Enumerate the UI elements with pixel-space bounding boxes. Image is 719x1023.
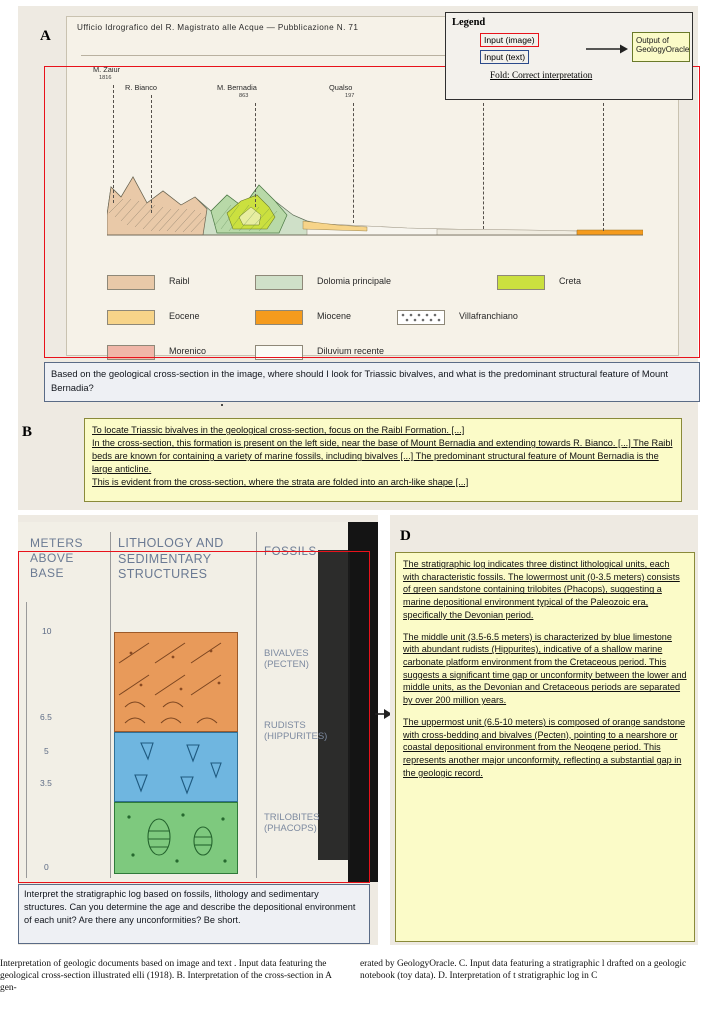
caption-left-column (0, 958, 345, 994)
legend-label-diluvium: Diluvium recente (317, 346, 385, 356)
header-meters-above-base: METERS ABOVE BASE (30, 536, 84, 580)
tick-5: 5 (44, 746, 49, 756)
answer-b-line-1: To locate Triassic bivalves in the geological cross-section, focus on the Raibl Formation. [...] (92, 425, 465, 435)
fossil-sub-pecten: (PECTEN) (264, 659, 309, 671)
legend-fold-note (490, 71, 592, 81)
input-image-crop-box (44, 66, 700, 358)
question-input-c[interactable]: Interpret the stratigraphic log based on fossils, lithology and sedimentary structures. Can you determine the age and describe the depositional environment of each unit? Are there any unconformities? Be short. (18, 884, 370, 944)
panel-b-letter: B (22, 424, 33, 440)
caption-right-text: erated by GeologyOracle. C. Input data featuring a stratigraphic l drafted on a geologic notebook (toy data). D. Interpretation of t stratigraphic log in C (360, 959, 687, 982)
legend-panel (445, 12, 693, 100)
answer-d-paragraph-1: The stratigraphic log indicates three distinct lithological units, each with characteristic fossils. The lowermost unit (0-3.5 meters) consists of green sandstone containing trilobites (Phacops), suggesting a marine depositional environment typical of the Paleozoic era, specifically the Devonian period. (403, 559, 680, 620)
peak-label-qualso: Qualso (329, 83, 353, 92)
header-lithology: LITHOLOGY AND SEDIMENTARY STRUCTURES (118, 536, 224, 582)
legend-label-raibl: Raibl (169, 276, 190, 286)
peak-elev-qualso: 197 (345, 93, 355, 99)
answer-box-d (395, 552, 695, 942)
figure-header-text: Ufficio Idrografico del R. Magistrato alle Acque — Pubblicazione N. 71 (77, 23, 359, 32)
panel-a-letter: A (40, 28, 51, 44)
input-image-crop-box-c (18, 551, 370, 883)
peak-elev-m-zaiur: 1816 (99, 75, 112, 81)
header-fossils: FOSSILS (264, 546, 317, 558)
peak-label-r-bianco: R. Bianco (125, 83, 158, 92)
fossil-sub-phacops: (PHACOPS) (264, 823, 317, 835)
peak-label-m-zaiur: M. Zaiur (93, 65, 121, 74)
legend-label-creta: Creta (559, 276, 582, 286)
tick-0: 0 (44, 862, 49, 872)
legend-label-villafranchiano: Villafranchiano (459, 311, 518, 321)
tick-3-5: 3.5 (40, 778, 52, 788)
peak-label-m-bernadia: M. Bernadia (217, 83, 257, 92)
answer-d-paragraph-3: The uppermost unit (6.5-10 meters) is composed of orange sandstone with cross-bedding and bivalves (Pecten), pointing to a nearshore or coastal depositional environment from the Neogene period. This represents another major unconformity, reflecting a substantial gap in the geologic record. (403, 716, 686, 778)
legend-chip-input-image: Input (image) (480, 33, 539, 47)
tick-10: 10 (42, 626, 52, 636)
legend-title: Legend (452, 17, 486, 28)
arrow-right-icon (586, 43, 630, 55)
caption-right-column (360, 958, 705, 982)
answer-b-line-3: This is evident from the cross-section, where the strata are folded into an arch-like shape [...] (92, 477, 469, 488)
fossil-name-bivalves: BIVALVES (264, 648, 309, 659)
legend-label-eocene: Eocene (169, 311, 200, 321)
legend-label-dolomia: Dolomia principale (317, 276, 392, 286)
legend-label-miocene: Miocene (317, 311, 352, 321)
peak-elev-m-bernadia: 863 (239, 93, 249, 99)
legend-fold-text: Fold: Correct interpretation (490, 71, 593, 81)
question-input-a[interactable]: Based on the geological cross-section in the image, where should I look for Triassic bivalves, and what is the predominant structural feature of Mount Bernadia? (44, 362, 700, 402)
legend-chip-input-text: Input (text) (480, 50, 529, 64)
legend-label-morenico: Morenico (169, 346, 207, 356)
answer-box-b (84, 418, 682, 502)
fossil-sub-hippurites: (HIPPURITES) (264, 731, 328, 743)
fossil-name-trilobites: TRILOBITES (264, 812, 320, 823)
answer-b-line-2: In the cross-section, this formation is present on the left side, near the base of Mount Bernadia and extending towards R. Bianco. [...] The Raibl beds are known for containing a variety of marine fossils, including bivalves [...] The predominant structural feature of Mount Bernadia is the large anticline. (92, 438, 673, 475)
fossil-name-rudists: RUDISTS (264, 720, 306, 731)
figure-caption (0, 958, 719, 1020)
tick-6-5: 6.5 (40, 712, 52, 722)
panel-d-letter: D (400, 528, 411, 544)
caption-left-text: Interpretation of geologic documents based on image and text . Input data featuring the geological cross-section illustrated elli (1918). B. Interpretation of the cross-section in A gen- (0, 959, 332, 994)
legend-output-box: Output of GeologyOracle (632, 32, 690, 62)
answer-d-paragraph-2: The middle unit (3.5-6.5 meters) is characterized by blue limestone with abundant rudists (Hippurites), indicative of a shallow marine carbonate platform environment from the Cretaceous period. This suggests a significant time gap or unconformity between the lower and middle units, as the Devonian and Cretaceous periods are separated by over 200 million years. (403, 631, 687, 706)
